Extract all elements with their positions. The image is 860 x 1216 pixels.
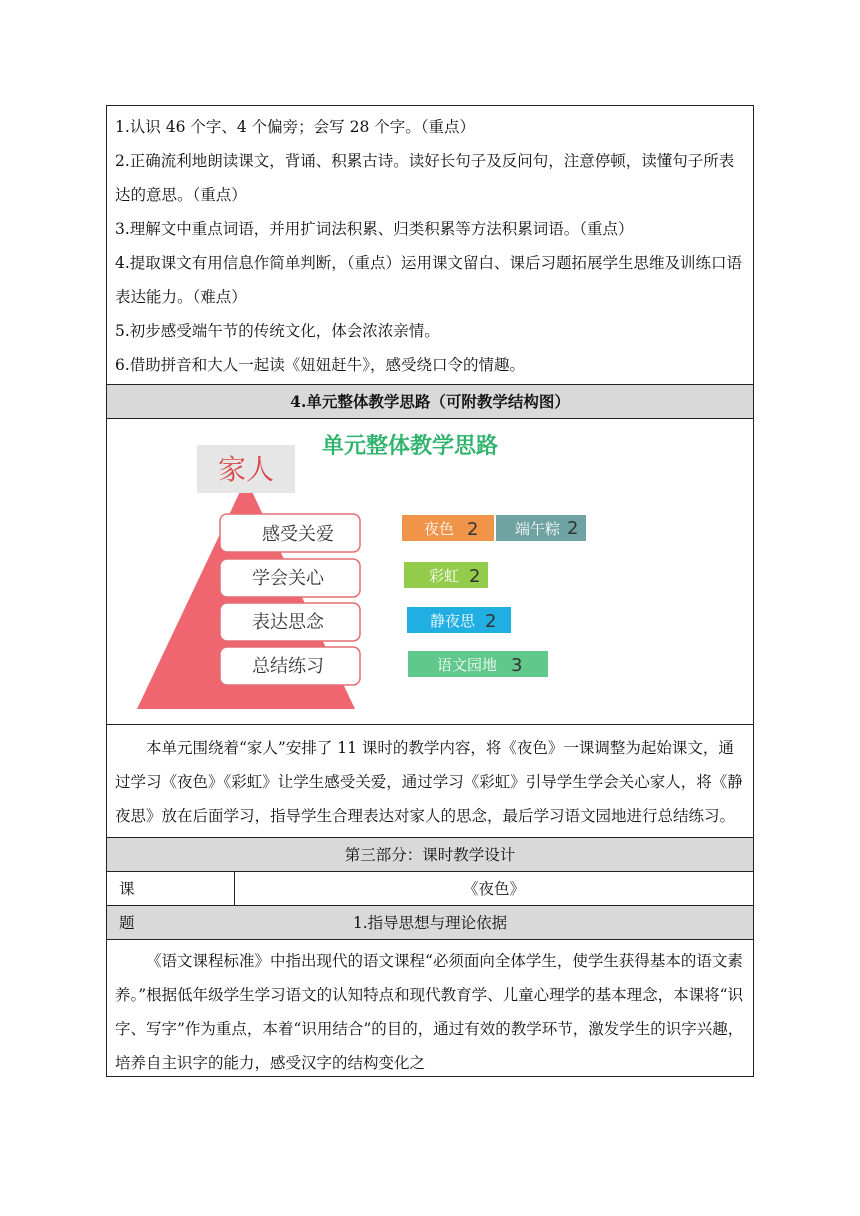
lesson-tag: [402, 515, 494, 541]
diagram-title: 单元整体教学思路: [321, 434, 499, 459]
lesson-tag-name: 夜色: [424, 520, 455, 538]
step-label: 表达思念: [252, 612, 324, 633]
lesson-tag-hours: 2: [567, 518, 579, 539]
lesson-tag: [407, 607, 511, 633]
lesson-tag: [408, 651, 548, 677]
section4-heading: 4.单元整体教学思路（可附教学结构图）: [106, 384, 754, 418]
goal-item: 3.理解文中重点词语，并用扩词法积累、归类积累等方法积累词语。（重点）: [115, 220, 634, 238]
step-label: 总结练习: [252, 656, 324, 677]
lesson-title-label: 课 题: [107, 872, 235, 905]
lesson-tag: [496, 515, 586, 541]
goal-item: 6.借助拼音和大人一起读《妞妞赶牛》，感受绕口令的情趣。: [115, 356, 526, 374]
step-label: 感受关爱: [262, 524, 334, 545]
unit-summary: 本单元围绕着“家人”安排了 11 课时的教学内容，将《夜色》一课调整为起始课文，通过学习《夜色》《彩虹》让学生感受关爱，通过学习《彩虹》引导学生学会关心家人，将《静夜思》放在后面学习，指导学生合理表达对家人的思念，最后学习语文园地进行总结练习。: [115, 739, 743, 825]
unit-diagram: [106, 418, 754, 724]
lesson-tag-name: 彩虹: [429, 567, 460, 585]
theory-text: 《语文课程标准》中指出现代的语文课程“必须面向全体学生，使学生获得基本的语文素养。”根据低年级学生学习语文的认知特点和现代教育学、儿童心理学的基本理念，本课将“识字、写字”作为重点，本着“识用结合”的目的，通过有效的教学环节，激发学生的识字兴趣，培养自主识字的能力，感受汉字的结构变化之: [115, 952, 744, 1072]
lesson-tag-name: 语文园地: [437, 656, 498, 674]
lesson-tag-hours: 3: [511, 655, 523, 676]
lesson-tag: [404, 562, 488, 588]
lesson-tag-hours: 2: [469, 566, 481, 587]
unit-summary-cell: [106, 724, 754, 837]
lesson-tag-hours: 2: [467, 519, 479, 540]
part3-heading: 第三部分：课时教学设计: [106, 837, 754, 871]
lesson-tag-name: 静夜思: [430, 612, 476, 630]
goal-item: 1.认识 46 个字、4 个偏旁；会写 28 个字。（重点）: [115, 118, 475, 136]
goal-item: 2.正确流利地朗读课文，背诵、积累古诗。读好长句子及反问句，注意停顿，读懂句子所表达的意思。（重点）: [115, 152, 735, 204]
theory-heading: 1.指导思想与理论依据: [106, 905, 754, 939]
lesson-tag-hours: 2: [485, 611, 497, 632]
family-label: 家人: [217, 453, 275, 486]
unit-diagram-graphic: [107, 419, 753, 725]
diagram-step: [220, 647, 360, 685]
lesson-tag-name: 端午粽: [515, 520, 561, 538]
diagram-step: [220, 603, 360, 641]
lesson-title-value: 《夜色》: [462, 880, 525, 898]
diagram-step: [220, 514, 360, 552]
goal-item: 4.提取课文有用信息作简单判断，（重点）运用课文留白、课后习题拓展学生思维及训练口语表达能力。（难点）: [115, 254, 743, 306]
goal-item: 5.初步感受端午节的传统文化，体会浓浓亲情。: [115, 322, 440, 340]
theory-cell: [106, 939, 754, 1077]
diagram-step: [220, 559, 360, 597]
step-label: 学会关心: [252, 568, 324, 589]
teaching-goals: [106, 105, 754, 384]
lesson-plan-table: [106, 105, 754, 1077]
